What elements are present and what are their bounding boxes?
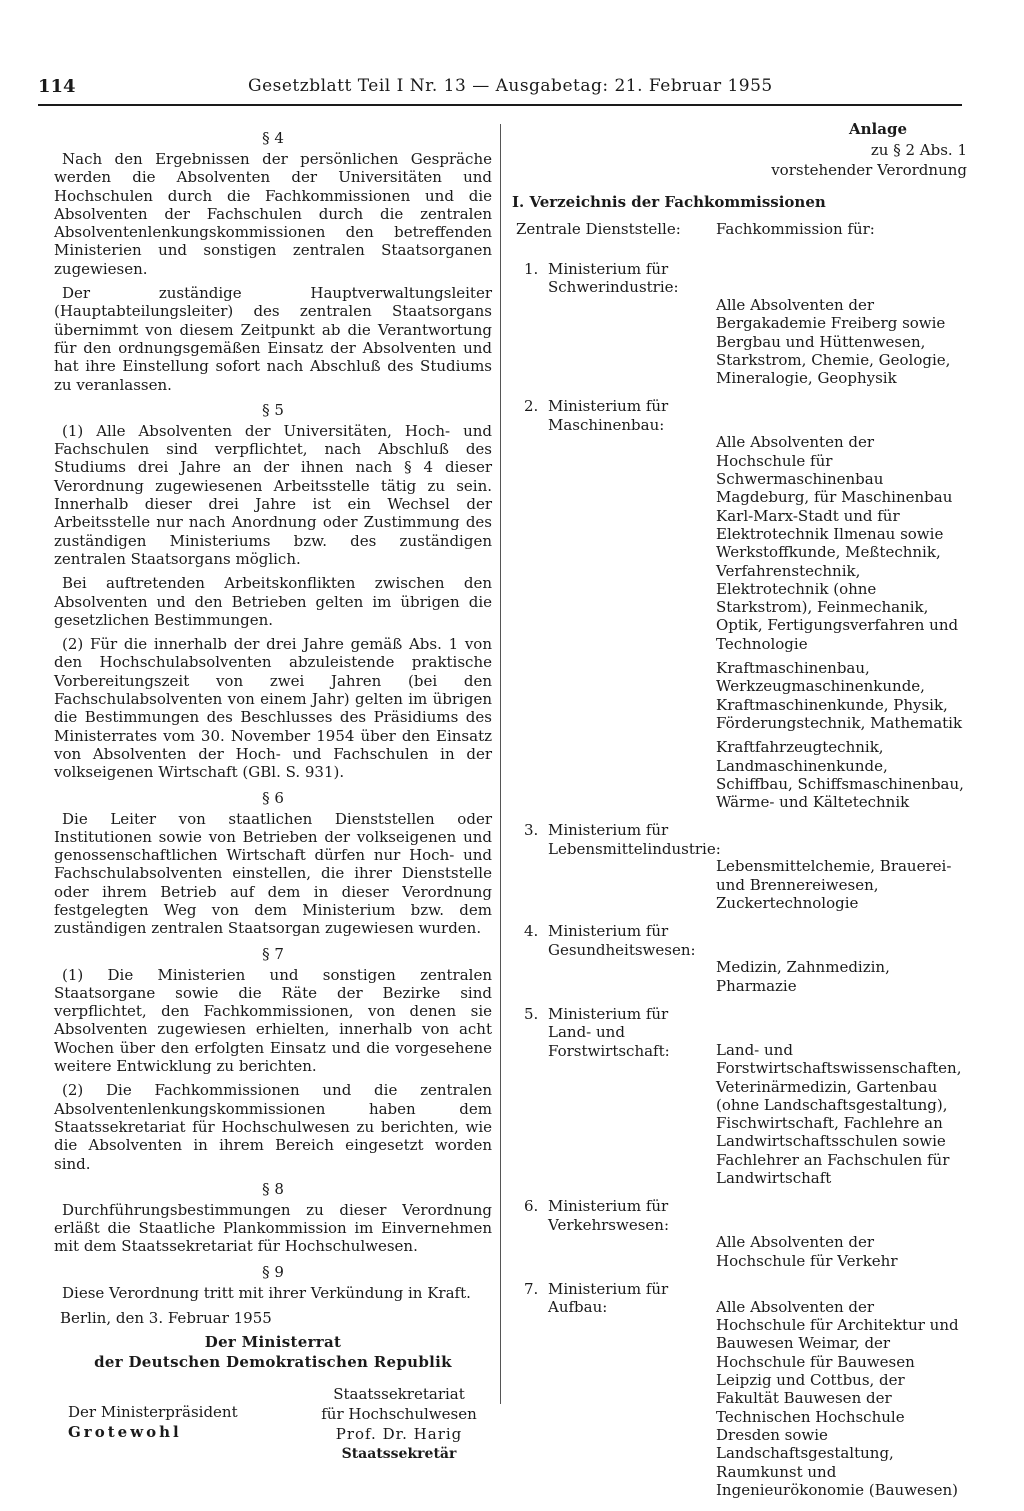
entry-ministry: Ministerium für Maschinenbau: [548,397,669,434]
left-column [54,124,492,1464]
section-8-paragraph-1: Durchführungsbestimmungen zu dieser Verordnung erläßt die Staatliche Plankommission im Einvernehmen mit dem Staatssekretariat für Hochschulwesen. [54,1200,492,1256]
section-4-title: § 4 [262,129,284,147]
list-item [512,397,967,811]
signature-right-office-2: für Hochschulwesen [321,1405,477,1424]
signature-left-role: Der Ministerpräsident [68,1403,238,1422]
signature-block [54,1384,492,1464]
signature-right [294,1384,504,1464]
header-title: Gesetzblatt Teil I Nr. 13 — Ausgabetag: 21. Februar 1955 [248,76,773,96]
signature-right-office-1: Staatssekretariat [333,1385,465,1404]
entry-commission-text: Lebensmittelchemie, Brauerei- und Brennereiwesen, Zuckertechnologie [716,857,952,913]
entry-commissions [716,1005,968,1187]
entry-commission-text: Kraftfahrzeugtechnik, Landmaschinenkunde, Schiffbau, Schiffsmaschinenbau, Wärme- und Kältetechnik [716,738,964,812]
entry-commission-text: Kraftmaschinenbau, Werkzeugmaschinenkunde, Kraftmaschinenkunde, Physik, Förderungstechnik, Mathematik [716,659,963,732]
signature-heading-1: Der Ministerrat [204,1333,342,1352]
section-7-title: § 7 [262,944,284,963]
anlage-title: Anlage [849,120,907,138]
entry-number: 5. [524,1004,539,1023]
list-item [512,260,967,387]
entry-number: 1. [524,260,539,278]
entry-ministry: Ministerium für Gesundheitswesen: [548,922,696,959]
list-item [512,821,967,912]
page-header [38,76,962,106]
signature-left-name: Grotewohl [68,1423,182,1442]
entry-commissions [716,1280,968,1499]
section-5-title: § 5 [262,400,284,419]
entry-number: 7. [524,1279,539,1298]
entry-commissions [716,1197,968,1270]
entry-commission-text: Alle Absolventen der Hochschule für Architektur und Bauwesen Weimar, der Hochschule für Bauwesen Leipzig und Cottbus, der Fakultät Bauwesen der Technischen Hochschule Dresden sowie Landschaftsgestaltung, Raumkunst und Ingenieurökonomie (Bauwesen) [716,1297,959,1499]
entry-commission-text: Alle Absolventen der Hochschule für Verkehr [716,1233,898,1270]
entry-commissions [716,260,968,387]
section-7-paragraph-2: (2) Die Fachkommissionen und die zentralen Absolventenlenkungskommissionen haben dem Staatssekretariat für Hochschulwesen zu berichten, wie die Absolventen in ihrem Bereich eingesetzt worden sind. [54,1081,492,1173]
entry-number: 6. [524,1197,539,1216]
signature-heading-2: der Deutschen Demokratischen Republik [94,1353,452,1372]
entry-commissions [716,821,968,912]
section-6-paragraph-1: Die Leiter von staatlichen Dienststellen oder Institutionen sowie von Betrieben der volkseigenen und genossenschaftlichen Wirtschaft dürfen nur Hoch- und Fachschulabsolventen einstellen, die ihrer Dienststelle oder ihrem Betrieb auf dem in dieser Verordnung festgelegten Weg von dem Ministerium bzw. dem zuständigen zentralen Staatsorgan zugewiesen wurden. [54,809,492,938]
page-number: 114 [38,76,76,97]
list-title: I. Verzeichnis der Fachkommissionen [512,193,826,211]
column-header-commission: Fachkommission für: [716,220,875,238]
entry-commission-text: Medizin, Zahnmedizin, Pharmazie [716,958,890,995]
entry-ministry: Ministerium für Schwerindustrie: [548,260,679,297]
list-item [512,922,967,995]
entry-ministry: Ministerium für Aufbau: [548,1279,669,1317]
commission-list [512,260,967,1499]
entry-commission-text: Land- und Forstwirtschaftswissenschaften, Veterinärmedizin, Gartenbau (ohne Landschaftsgestaltung), Fischwirtschaft, Fachlehre an Landwirtschaftsschulen sowie Fachlehrer an Fachschulen für Landwirtschaft [716,1040,962,1187]
section-4-paragraph-1: Nach den Ergebnissen der persönlichen Gespräche werden die Absolventen der Universitäten und Hochschulen durch die Fachkommissionen und die Absolventen der Fachschulen durch die zentralen Absolventenlenkungskommissionen den betreffenden Ministerien und sonstigen zentralen Staatsorganen zugewiesen. [54,150,492,278]
entry-commissions [716,922,968,995]
column-header-office: Zentrale Dienststelle: [516,220,681,238]
entry-ministry: Ministerium für Verkehrswesen: [548,1197,670,1234]
entry-commission-text: Alle Absolventen der Hochschule für Schwermaschinenbau Magdeburg, für Maschinenbau Karl-Marx-Stadt und für Elektrotechnik Ilmenau sowie Werkstoffkunde, Meßtechnik, Verfahrenstechnik, Elektrotechnik (ohne Starkstrom), Feinmechanik, Optik, Fertigungsverfahren und Technologie [716,433,959,653]
entry-ministry: Ministerium für Lebensmittelindustrie: [548,821,721,858]
list-column-headers [512,220,967,260]
section-8-title: § 8 [262,1179,284,1198]
list-item [512,1280,967,1499]
section-5-paragraph-1: (1) Alle Absolventen der Universitäten, Hoch- und Fachschulen sind verpflichtet, nach Abschluß des Studiums drei Jahre an der ihnen nach § 4 dieser Verordnung zugewiesenen Arbeitsstelle tätig zu sein. Innerhalb dieser drei Jahre ist ein Wechsel der Arbeitsstelle nur nach Anordnung oder Zustimmung des zuständigen Ministeriums bzw. des zuständigen zentralen Staatsorgans möglich. [54,421,492,568]
column-divider [500,124,501,1404]
entry-number: 2. [524,397,539,416]
list-item [512,1005,967,1187]
section-5-paragraph-3: (2) Für die innerhalb der drei Jahre gemäß Abs. 1 von den Hochschulabsolventen abzuleistende praktische Vorbereitungszeit von zwei Jahren (bei den Fachschulabsolventen von einem Jahr) gelten im übrigen die Bestimmungen des Beschlusses des Präsidiums des Ministerrates vom 30. November 1954 über den Einsatz von Absolventen der Hoch- und Fachschulen in der volkseigenen Wirtschaft (GBl. S. 931). [54,635,492,782]
section-9-paragraph-1: Diese Verordnung tritt mit ihrer Verkündung in Kraft. [62,1283,471,1302]
entry-commission-text: Alle Absolventen der Bergakademie Freiberg sowie Bergbau und Hüttenwesen, Starkstrom, Chemie, Geologie, Mineralogie, Geophysik [716,296,951,388]
entry-number: 4. [524,922,539,941]
signature-left [68,1402,268,1442]
section-6-title: § 6 [262,788,284,807]
section-7-paragraph-1: (1) Die Ministerien und sonstigen zentralen Staatsorgane sowie die Räte der Bezirke sind verpflichtet, den Fachkommissionen, von denen sie Absolventen zugewiesen erhielten, innerhalb von acht Wochen über den erfolgten Einsatz und die vorgesehene weitere Entwicklung zu berichten. [54,965,492,1076]
section-9-title: § 9 [262,1262,284,1281]
anlage-reference-1: zu § 2 Abs. 1 [870,141,967,159]
place-date: Berlin, den 3. Februar 1955 [60,1309,272,1328]
entry-number: 3. [524,821,539,840]
anlage-reference-2: vorstehender Verordnung [771,161,967,179]
right-column [512,118,967,1509]
section-5-paragraph-2: Bei auftretenden Arbeitskonflikten zwischen den Absolventen und den Betrieben gelten im übrigen die gesetzlichen Bestimmungen. [54,574,492,629]
section-4-paragraph-2: Der zuständige Hauptverwaltungsleiter (Hauptabteilungsleiter) des zentralen Staatsorgans übernimmt von diesem Zeitpunkt ab die Verantwortung für den ordnungsgemäßen Einsatz der Absolventen und hat ihre Einstellung sofort nach Abschluß des Studiums zu veranlassen. [54,284,492,394]
list-item [512,1197,967,1270]
entry-ministry: Ministerium für Land- und Forstwirtschaft: [548,1004,670,1060]
signature-right-name: Prof. Dr. Harig [335,1425,463,1444]
entry-commissions [716,397,968,811]
signature-right-role: Staatssekretär [341,1446,457,1463]
